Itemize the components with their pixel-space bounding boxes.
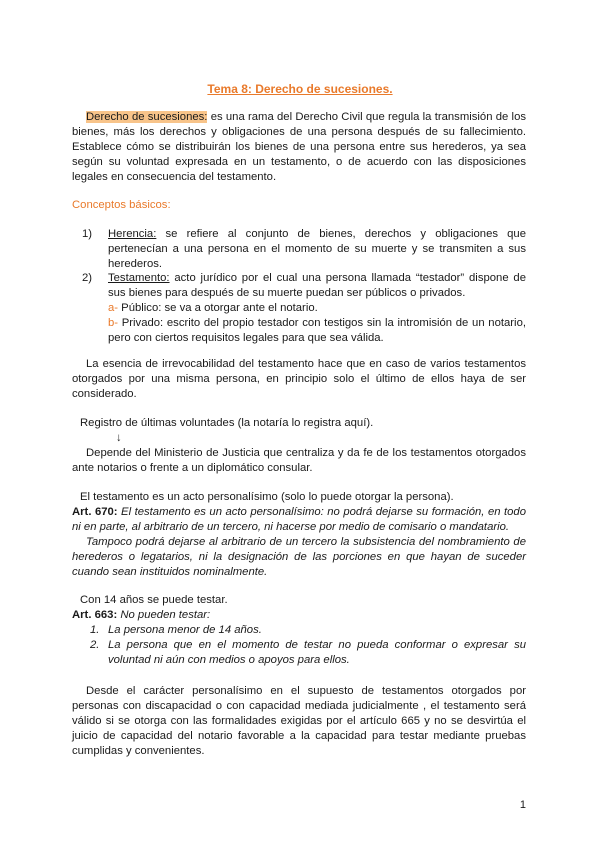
final-paragraph: Desde el carácter personalísimo en el supuesto de testamentos otorgados por personas con discapacidad o con capacidad mediada judicialmente , el testamento será válido si se otorga con las formalidades exigidas por el artículo 665 y no se desvirtúa el juicio de capacidad del notario favorable a la capacidad para testar mediante pruebas cumplidas y convenientes. [72,685,526,757]
sub-label-a: a- [108,302,119,314]
sub-text-publico: Público: se va a otorgar ante el notario. [118,302,318,314]
depende-paragraph: Depende del Ministerio de Justicia que centraliza y da fe de los testamentos otorgados ante notarios o frente a un diplomático consular. [72,447,526,474]
intro-term-highlight: Derecho de sucesiones: [86,111,208,123]
art-663-text: No pueden testar: [117,609,211,621]
list-item-text: La persona menor de 14 años. [108,624,262,636]
sub-item-privado [108,316,526,346]
conceptos-list [72,227,526,272]
conceptos-heading: Conceptos básicos: [72,199,171,211]
art-670-label: Art. 670: [72,506,118,518]
sub-label-b: b- [108,317,119,329]
arrow-down-icon: ↓ [116,432,122,444]
list-item-herencia [72,227,526,272]
sub-text-privado: Privado: escrito del propio testador con testigos sin la intromisión de un notario, pero con ciertos requisitos legales para que sea válida. [108,317,526,344]
list-item [72,623,526,638]
intro-paragraph [72,110,526,185]
irrevocabilidad-paragraph: La esencia de irrevocabilidad del testamento hace que en caso de varios testamentos otorgados por una misma persona, en principio solo el último de ellos haya de ser considerado. [72,358,526,400]
term-testamento: Testamento: [108,272,170,284]
term-herencia: Herencia: [108,228,157,240]
document-title: Tema 8: Derecho de sucesiones. [207,82,393,96]
herencia-text: se refiere al conjunto de bienes, derechos y obligaciones que pertenecían a una persona en el momento de su muerte y se transmiten a sus herederos. [108,228,526,270]
art-663-label: Art. 663: [72,609,118,621]
personalisimo-line: El testamento es un acto personalísimo (solo lo puede otorgar la persona). [80,491,454,503]
testamento-text: acto jurídico por el cual una persona llamada “testador” dispone de sus bienes para después de su muerte puedan ser públicos o privados. [108,272,526,299]
list-number: 2) [82,272,93,284]
intro-text: es una rama del Derecho Civil que regula la transmisión de los bienes, más los derechos y obligaciones de una persona después de su fallecimiento. Establece cómo se distribuirán los bienes de una persona entre sus herederos, ya sea según su voluntad expresada en un testamento, o de acuerdo con las disposiciones legales en consecuencia del testamento. [72,111,527,183]
art-670-text: El testamento es un acto personalísimo: no podrá dejarse su formación, en todo ni en parte, al arbitrario de un tercero, ni hacerse por medio de comisario o mandatario. [72,506,526,533]
page-number: 1 [519,799,526,811]
list-item-testamento [72,271,526,346]
list-item-text: La persona que en el momento de testar no pueda conformar o expresar su voluntad ni aún con medios o apoyos para ellos. [108,639,526,666]
art-670 [72,505,526,535]
conceptos-list-2 [72,271,526,346]
art-663 [72,608,526,623]
registro-line: Registro de últimas voluntades (la notaría lo registra aquí). [80,417,374,429]
list-number: 2. [90,639,100,651]
sub-item-publico [108,301,526,316]
list-number: 1. [90,624,100,636]
art-670-paragraph-2: Tampoco podrá dejarse al arbitrario de un tercero la subsistencia del nombramiento de herederos o legatarios, ni la designación de las porciones en que hayan de suceder cuando sean instituidos nominalmente. [72,536,526,578]
edad-line: Con 14 años se puede testar. [80,594,228,606]
art-663-list [72,623,526,668]
list-item [72,638,526,668]
list-number: 1) [82,228,93,240]
